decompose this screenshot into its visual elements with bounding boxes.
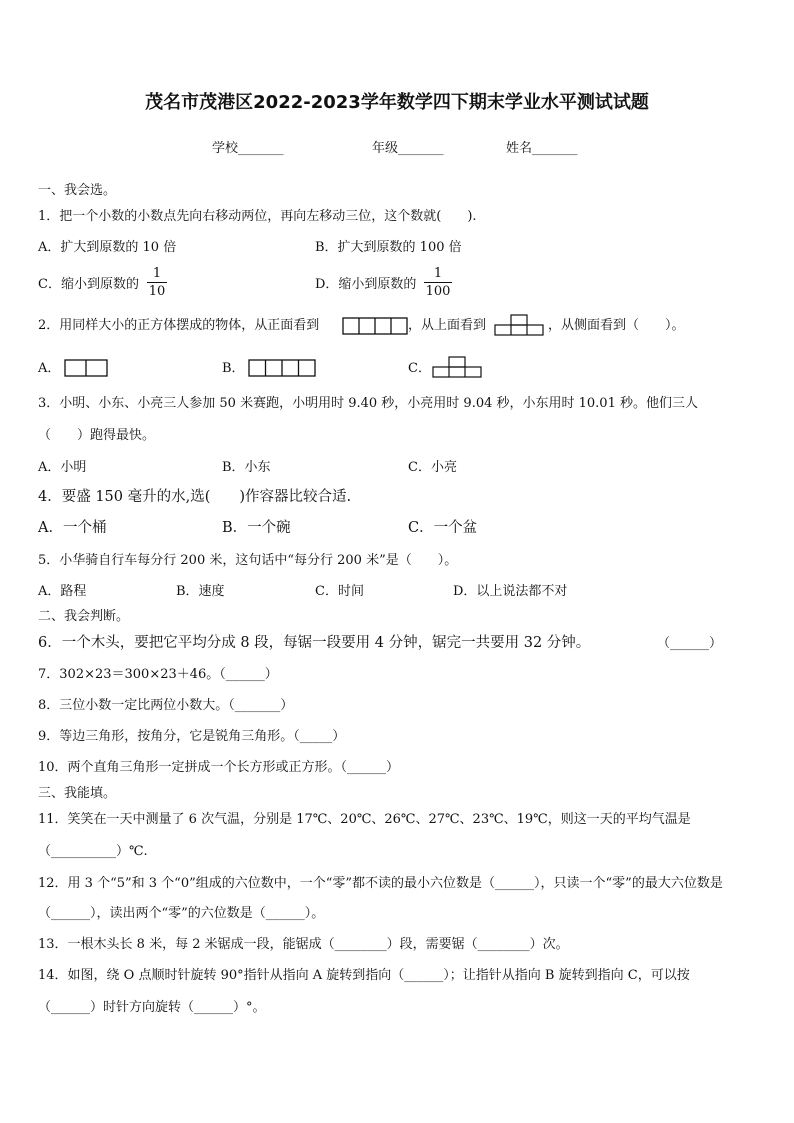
question-5-stem: 5．小华骑自行车每分行 200 米，这句话中“每分行 200 米”是（ ）。 <box>38 553 458 568</box>
fraction-denominator: 10 <box>148 284 166 299</box>
grade-label: 年级 <box>372 141 399 156</box>
school-blank: _______ <box>238 141 284 156</box>
question-2-option-a[interactable]: A． <box>38 361 61 376</box>
question-11-line-2: （__________）℃. <box>38 844 148 859</box>
name-field[interactable] <box>506 141 578 157</box>
section-heading-fill: 三、我能填。 <box>38 786 117 801</box>
question-1-option-d[interactable]: D．缩小到原数的 <box>315 277 417 292</box>
question-3-option-a[interactable]: A．小明 <box>38 460 87 475</box>
question-1-option-b[interactable]: B．扩大到原数的 100 倍 <box>315 240 462 255</box>
question-10: 10．两个直角三角形一定拼成一个长方形或正方形。（______） <box>38 760 400 775</box>
question-4-option-b[interactable]: B．一个碗 <box>222 520 291 536</box>
school-field[interactable] <box>212 141 284 157</box>
school-label: 学校 <box>212 141 239 156</box>
question-7: 7．302×23＝300×23＋46。（______） <box>38 667 278 682</box>
grade-field[interactable] <box>372 141 444 157</box>
fraction-numerator: 1 <box>152 266 162 281</box>
question-1-option-c[interactable]: C．缩小到原数的 <box>38 277 139 292</box>
question-2-option-c[interactable]: C． <box>408 361 431 376</box>
question-2-option-b[interactable]: B． <box>222 361 245 376</box>
fraction-numerator: 1 <box>433 266 443 281</box>
question-2-part-2: ，从上面看到 <box>408 318 487 333</box>
page-title: 茂名市茂港区2022-2023学年数学四下期末学业水平测试试题 <box>145 92 649 113</box>
option-c-shape-icon <box>432 355 484 379</box>
option-b-four-squares-icon <box>248 359 316 377</box>
name-label: 姓名 <box>506 141 533 156</box>
question-14-line-2: （______）时针方向旋转（______）°。 <box>38 1000 266 1015</box>
fraction-denominator: 100 <box>425 284 451 299</box>
question-1-option-a[interactable]: A．扩大到原数的 10 倍 <box>38 240 177 255</box>
question-6-answer-blank[interactable]: （______） <box>657 636 723 651</box>
question-5-option-b[interactable]: B．速度 <box>176 584 225 599</box>
question-8: 8．三位小数一定比两位小数大。（_______） <box>38 698 294 713</box>
fraction-one-hundredth <box>424 266 452 299</box>
question-3-line-2: （ ）跑得最快。 <box>38 428 156 443</box>
question-9: 9．等边三角形，按角分，它是锐角三角形。（_____） <box>38 729 346 744</box>
question-4-option-a[interactable]: A．一个桶 <box>38 520 107 536</box>
question-13: 13．一根木头长 8 米，每 2 米锯成一段，能锯成（________）段，需要锯（________）次。 <box>38 937 569 952</box>
section-heading-judge: 二、我会判断。 <box>38 609 130 624</box>
question-5-option-c[interactable]: C．时间 <box>315 584 364 599</box>
grade-blank: _______ <box>398 141 444 156</box>
top-view-shape-icon <box>494 313 546 337</box>
option-a-two-squares-icon <box>64 359 108 377</box>
question-2-part-3: ，从侧面看到（ ）。 <box>548 318 685 333</box>
question-3-option-b[interactable]: B．小东 <box>222 460 271 475</box>
question-6-stem: 6．一个木头，要把它平均分成 8 段，每锯一段要用 4 分钟，锯完一共要用 32 分钟。 <box>38 635 591 651</box>
question-12-line-1: 12．用 3 个“5”和 3 个“0”组成的六位数中，一个“零”都不读的最小六位数是（______），只读一个“零”的最大六位数是 <box>38 876 723 891</box>
question-14-line-1: 14．如图，绕 O 点顺时针旋转 90°指针从指向 A 旋转到指向（______）；让指针从指向 B 旋转到指向 C，可以按 <box>38 968 690 983</box>
question-4-stem: 4．要盛 150 毫升的水,选( )作容器比较合适. <box>38 489 352 505</box>
question-1-stem: 1．把一个小数的小数点先向右移动两位，再向左移动三位，这个数就( ). <box>38 209 477 224</box>
question-12-line-2: （______），读出两个“零”的六位数是（______）。 <box>38 906 325 921</box>
question-5-option-a[interactable]: A．路程 <box>38 584 87 599</box>
question-3-line-1: 3．小明、小东、小亮三人参加 50 米赛跑，小明用时 9.40 秒，小亮用时 9.04 秒，小东用时 10.01 秒。他们三人 <box>38 396 698 411</box>
section-heading-choice: 一、我会选。 <box>38 183 117 198</box>
name-blank: _______ <box>532 141 578 156</box>
question-11-line-1: 11．笑笑在一天中测量了 6 次气温，分别是 17℃、20℃、26℃、27℃、23℃、19℃，则这一天的平均气温是 <box>38 812 691 827</box>
question-5-option-d[interactable]: D．以上说法都不对 <box>453 584 568 599</box>
question-2-part-1: 2．用同样大小的正方体摆成的物体，从正面看到 <box>38 318 320 333</box>
question-4-option-c[interactable]: C．一个盆 <box>408 520 478 536</box>
front-view-four-squares-icon <box>342 317 408 335</box>
fraction-one-tenth <box>147 266 167 299</box>
question-3-option-c[interactable]: C．小亮 <box>408 460 457 475</box>
